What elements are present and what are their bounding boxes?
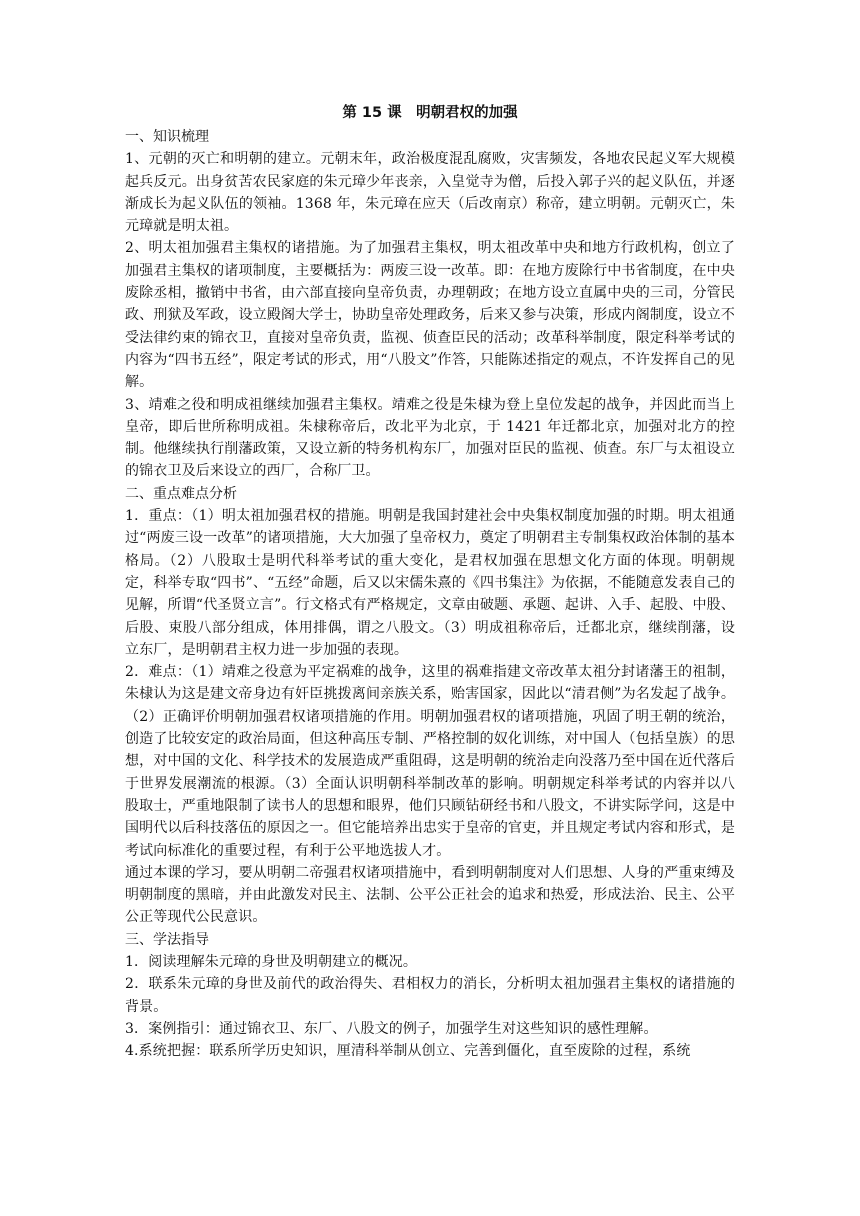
section-key-points [125,483,735,929]
section-heading: 一、知识梳理 [125,129,209,145]
paragraph: 1、元朝的灭亡和明朝的建立。元朝末年，政治极度混乱腐败，灾害频发，各地农民起义军大规模起兵反元。出身贫苦农民家庭的朱元璋少年丧亲，入皇觉寺为僧，后投入郭子兴的起义队伍，并逐渐成长为起义队伍的领袖。1368 年，朱元璋在应天（后改南京）称帝，建立明朝。元朝灭亡，朱元璋就是明太祖。 [125,151,735,235]
paragraph: 1．重点：（1）明太祖加强君权的措施。明朝是我国封建社会中央集权制度加强的时期。明太祖通过“两废三设一改革”的诸项措施，大大加强了皇帝权力，奠定了明朝君主专制集权政治体制的基本格局。（2）八股取士是明代科举考试的重大变化，是君权加强在思想文化方面的体现。明朝规定，科举专取“四书”、“五经”命题，后又以宋儒朱熹的《四书集注》为依据，不能随意发表自己的见解，所谓“代圣贤立言”。行文格式有严格规定，文章由破题、承题、起讲、入手、起股、中股、后股、束股八部分组成，体用排偶，谓之八股文。（3）明成祖称帝后，迁都北京，继续削藩，设立东厂，是明朝君主权力进一步加强的表现。 [125,508,735,658]
paragraph: 2．联系朱元璋的身世及前代的政治得失、君相权力的消长，分析明太祖加强君主集权的诸措施的背景。 [125,976,735,1015]
paragraph: 2．难点：（1）靖难之役意为平定祸难的战争，这里的祸难指建文帝改革太祖分封诸藩王的祖制，朱棣认为这是建文帝身边有奸臣挑拨离间亲族关系，贻害国家，因此以“清君侧”为名发起了战争。（2）正确评价明朝加强君权诸项措施的作用。明朝加强君权的诸项措施，巩固了明王朝的统治，创造了比较安定的政治局面，但这种高压专制、严格控制的奴化训练，对中国人（包括皇族）的思想，对中国的文化、科学技术的发展造成严重阻碍，这是明朝的统治走向没落乃至中国在近代落后于世界发展潮流的根源。（3）全面认识明朝科举制改革的影响。明朝规定科举考试的内容并以八股取士，严重地限制了读书人的思想和眼界，他们只顾钻研经书和八股文，不讲实际学问，这是中国明代以后科技落伍的原因之一。但它能培养出忠实于皇帝的官吏，并且规定考试内容和形式，是考试向标准化的重要过程，有利于公平地选拔人才。 [125,664,735,859]
paragraph: 4.系统把握：联系所学历史知识，厘清科举制从创立、完善到僵化，直至废除的过程，系统 [125,1043,691,1060]
paragraph: 3、靖难之役和明成祖继续加强君主集权。靖难之役是朱棣为登上皇位发起的战争，并因此而当上皇帝，即后世所称明成祖。朱棣称帝后，改北平为北京，于 1421 年迁都北京，加强对北方的控制。他继续执行削藩政策，又设立新的特务机构东厂，加强对臣民的监视、侦查。东厂与太祖设立的锦衣卫及后来设立的西厂，合称厂卫。 [125,396,735,480]
document-page [125,102,735,1062]
section-heading: 二、重点难点分析 [125,485,237,502]
paragraph: 1．阅读理解朱元璋的身世及明朝建立的概况。 [125,953,418,970]
section-heading: 三、学法指导 [125,931,209,948]
section-knowledge [125,126,735,483]
paragraph: 3．案例指引：通过锦衣卫、东厂、八股文的例子，加强学生对这些知识的感性理解。 [125,1020,658,1037]
page-title: 第 15 课 明朝君权的加强 [342,105,518,121]
paragraph: 通过本课的学习，要从明朝二帝强君权诸项措施中，看到明朝制度对人们思想、人身的严重束缚及明朝制度的黑暗，并由此激发对民主、法制、公平公正社会的追求和热爱，形成法治、民主、公平公正等现代公民意识。 [125,864,735,926]
section-study-guide [125,929,735,1063]
paragraph: 2、明太祖加强君主集权的诸措施。为了加强君主集权，明太祖改革中央和地方行政机构，创立了加强君主集权的诸项制度，主要概括为：两废三设一改革。即：在地方废除行中书省制度，在中央废除丞相，撤销中书省，由六部直接向皇帝负责，办理朝政；在地方设立直属中央的三司，分管民政、刑狱及军政，设立殿阁大学士，协助皇帝处理政务，后来又参与决策，形成内阁制度，设立不受法律约束的锦衣卫，直接对皇帝负责，监视、侦查臣民的活动；改革科举制度，限定科举考试的内容为“四书五经”，限定考试的形式，用“八股文”作答，只能陈述指定的观点，不许发挥自己的见解。 [125,240,735,391]
